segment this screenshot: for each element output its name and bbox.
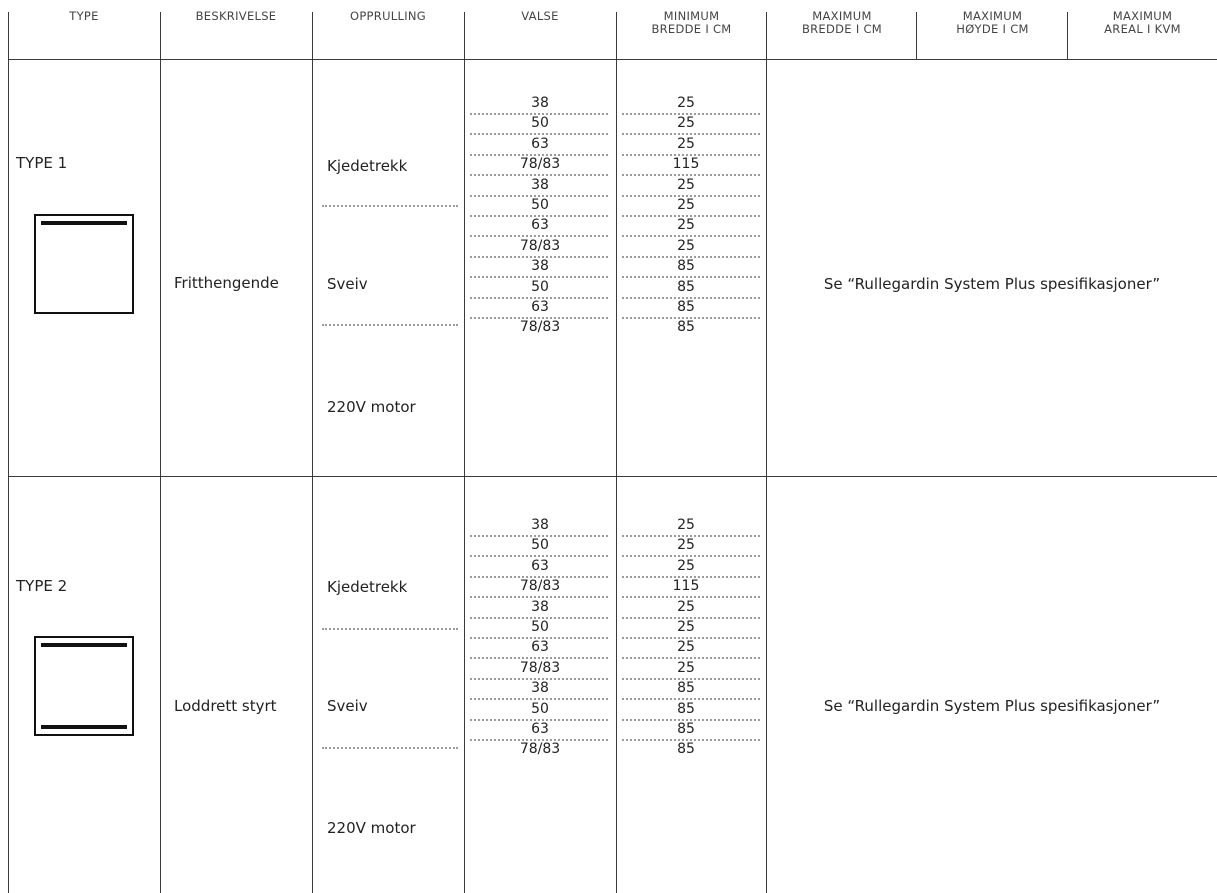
- min-width-value: 85: [677, 680, 695, 696]
- dotted-separator: [470, 174, 608, 176]
- min-width-value: 25: [677, 558, 695, 574]
- min-width-value: 25: [677, 217, 695, 233]
- min-width-value: 25: [677, 177, 695, 193]
- header-min-width: MINIMUM BREDDE I CM: [651, 9, 732, 36]
- header-opprulling: OPPRULLING: [349, 9, 427, 23]
- column-divider: [1067, 12, 1068, 60]
- free-hanging-blind-icon: [34, 214, 134, 314]
- dotted-separator: [470, 133, 608, 135]
- valse-value: 38: [531, 95, 549, 111]
- min-width-value: 25: [677, 197, 695, 213]
- valse-value: 78/83: [519, 156, 561, 172]
- type-label: TYPE 2: [16, 577, 68, 595]
- valse-value: 38: [531, 517, 549, 533]
- column-divider: [8, 12, 9, 893]
- header-max-width: MAXIMUM BREDDE I CM: [801, 9, 883, 36]
- valse-value: 38: [531, 258, 549, 274]
- min-width-value: 85: [677, 319, 695, 335]
- column-divider: [464, 12, 465, 893]
- dotted-separator: [622, 133, 760, 135]
- dotted-separator: [622, 174, 760, 176]
- column-divider: [160, 12, 161, 893]
- header-max-height: MAXIMUM HØYDE I CM: [956, 9, 1029, 36]
- min-width-value: 85: [677, 721, 695, 737]
- valse-value: 78/83: [519, 578, 561, 594]
- min-width-value: 25: [677, 619, 695, 635]
- valse-value: 50: [531, 197, 549, 213]
- valse-value: 63: [531, 299, 549, 315]
- dotted-separator: [622, 698, 760, 700]
- header-valse: VALSE: [521, 9, 559, 23]
- valse-value: 78/83: [519, 741, 561, 757]
- valse-value: 50: [531, 701, 549, 717]
- type-label: TYPE 1: [16, 154, 68, 172]
- group-separator: [322, 205, 458, 207]
- header-type: TYPE: [69, 9, 99, 23]
- row-divider: [8, 476, 1217, 477]
- blind-bottom-bar: [41, 725, 127, 729]
- column-divider: [766, 12, 767, 893]
- valse-value: 78/83: [519, 319, 561, 335]
- min-width-value: 25: [677, 517, 695, 533]
- valse-value: 63: [531, 639, 549, 655]
- blind-top-bar: [41, 643, 127, 647]
- valse-value: 38: [531, 177, 549, 193]
- group-separator: [322, 747, 458, 749]
- dotted-separator: [470, 555, 608, 557]
- valse-value: 78/83: [519, 238, 561, 254]
- description: Loddrett styrt: [174, 697, 277, 715]
- dotted-separator: [470, 596, 608, 598]
- min-width-value: 25: [677, 599, 695, 615]
- opprulling-label: 220V motor: [327, 398, 416, 416]
- valse-value: 63: [531, 558, 549, 574]
- min-width-value: 85: [677, 741, 695, 757]
- min-width-value: 85: [677, 258, 695, 274]
- dotted-separator: [622, 555, 760, 557]
- group-separator: [322, 628, 458, 630]
- dotted-separator: [470, 698, 608, 700]
- min-width-value: 25: [677, 136, 695, 152]
- min-width-value: 25: [677, 238, 695, 254]
- valse-value: 63: [531, 136, 549, 152]
- dotted-separator: [622, 235, 760, 237]
- description: Fritthengende: [174, 274, 279, 292]
- valse-value: 50: [531, 537, 549, 553]
- min-width-value: 115: [672, 578, 700, 594]
- valse-value: 63: [531, 217, 549, 233]
- column-divider: [916, 12, 917, 60]
- vertically-guided-blind-icon: [34, 636, 134, 736]
- opprulling-label: Kjedetrekk: [327, 157, 408, 175]
- opprulling-label: 220V motor: [327, 819, 416, 837]
- opprulling-label: Kjedetrekk: [327, 578, 408, 596]
- valse-value: 50: [531, 115, 549, 131]
- valse-value: 78/83: [519, 660, 561, 676]
- column-divider: [312, 12, 313, 893]
- spec-reference-note: Se “Rullegardin System Plus spesifikasjoner”: [823, 697, 1161, 715]
- dotted-separator: [622, 657, 760, 659]
- header-divider: [8, 59, 1217, 60]
- min-width-value: 25: [677, 115, 695, 131]
- opprulling-label: Sveiv: [327, 697, 368, 715]
- blind-top-bar: [41, 221, 127, 225]
- valse-value: 50: [531, 619, 549, 635]
- valse-value: 38: [531, 599, 549, 615]
- min-width-value: 25: [677, 95, 695, 111]
- valse-value: 50: [531, 279, 549, 295]
- min-width-value: 85: [677, 279, 695, 295]
- dotted-separator: [470, 235, 608, 237]
- min-width-value: 25: [677, 660, 695, 676]
- header-max-area: MAXIMUM AREAL I KVM: [1104, 9, 1181, 36]
- min-width-value: 85: [677, 299, 695, 315]
- opprulling-label: Sveiv: [327, 275, 368, 293]
- group-separator: [322, 324, 458, 326]
- valse-value: 38: [531, 680, 549, 696]
- dotted-separator: [622, 596, 760, 598]
- dotted-separator: [622, 276, 760, 278]
- min-width-value: 25: [677, 639, 695, 655]
- min-width-value: 85: [677, 701, 695, 717]
- min-width-value: 115: [672, 156, 700, 172]
- header-beskrivelse: BESKRIVELSE: [195, 9, 277, 23]
- column-divider: [616, 12, 617, 893]
- spec-reference-note: Se “Rullegardin System Plus spesifikasjoner”: [823, 275, 1161, 293]
- dotted-separator: [470, 657, 608, 659]
- valse-value: 63: [531, 721, 549, 737]
- min-width-value: 25: [677, 537, 695, 553]
- dotted-separator: [470, 276, 608, 278]
